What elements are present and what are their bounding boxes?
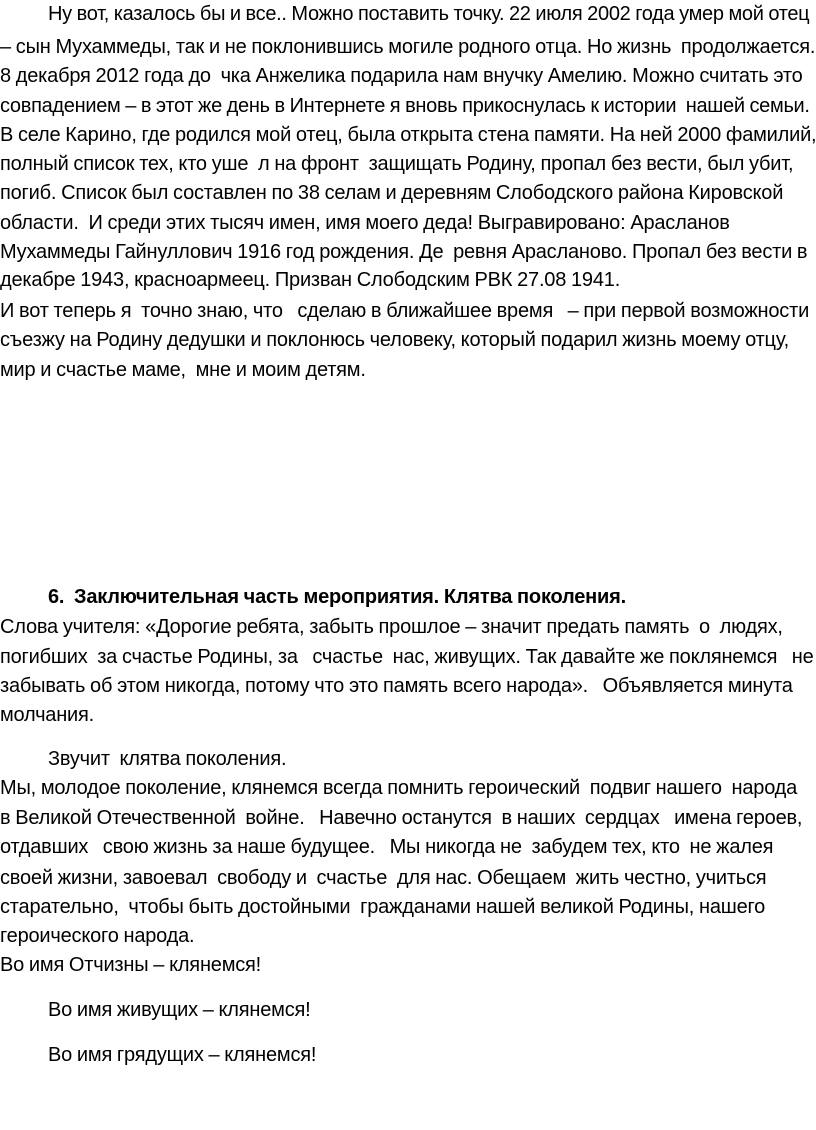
text-line: Мухаммеды Гайнуллович 1916 год рождения. Де ревня Арасланово. Пропал без вести в [0,241,808,263]
section-heading: 6. Заключительная часть мероприятия. Клятва поколения. [48,586,626,608]
text-line: совпадением – в этот же день в Интернете я вновь прикоснулась к истории нашей семьи. [0,95,810,117]
text-line: молчания. [0,704,95,726]
text-line: Во имя Отчизны – клянемся! [0,954,262,976]
text-line: декабре 1943, красноармеец. Призван Слободским РВК 27.08 1941. [0,269,621,291]
text-line: погибших за счастье Родины, за счастье нас, живущих. Так давайте же поклянемся не [0,646,814,668]
text-line: мир и счастье маме, мне и моим детям. [0,359,366,381]
text-line: погиб. Список был составлен по 38 селам и деревням Слободского района Кировской [0,182,784,204]
oath-line: Во имя грядущих – клянемся! [48,1044,317,1066]
text-line: Звучит клятва поколения. [48,748,287,770]
text-line: съезжу на Родину дедушки и поклонюсь человеку, который подарил жизнь моему отцу, [0,329,789,351]
text-line: своей жизни, завоевал свободу и счастье для нас. Обещаем жить честно, учиться [0,867,767,889]
text-line: в Великой Отечественной войне. Навечно останутся в наших сердцах имена героев, [0,807,803,829]
text-line: – сын Мухаммеды, так и не поклонившись могиле родного отца. Но жизнь продолжается. [0,36,816,58]
text-line: Мы, молодое поколение, клянемся всегда помнить героический подвиг нашего народа [0,777,798,799]
text-line: Ну вот, казалось бы и все.. Можно поставить точку. 22 июля 2002 года умер мой отец [48,3,810,25]
text-line: области. И среди этих тысяч имен, имя моего деда! Выгравировано: Арасланов [0,212,730,234]
text-line: Слова учителя: «Дорогие ребята, забыть прошлое – значит предать память о людях, [0,616,783,638]
text-line: старательно, чтобы быть достойными гражданами нашей великой Родины, нашего [0,896,766,918]
oath-line: Во имя живущих – клянемся! [48,999,311,1021]
text-line: забывать об этом никогда, потому что это память всего народа». Объявляется минута [0,675,793,697]
text-line: отдавших свою жизнь за наше будущее. Мы никогда не забудем тех, кто не жалея [0,836,774,858]
text-line: И вот теперь я точно знаю, что сделаю в ближайшее время – при первой возможности [0,300,810,322]
text-line: В селе Карино, где родился мой отец, была открыта стена памяти. На ней 2000 фамилий, [0,124,816,146]
text-line: 8 декабря 2012 года до чка Анжелика подарила нам внучку Амелию. Можно считать это [0,65,803,87]
text-line: героического народа. [0,925,195,947]
text-line: полный список тех, кто уше л на фронт защищать Родину, пропал без вести, был убит, [0,153,794,175]
